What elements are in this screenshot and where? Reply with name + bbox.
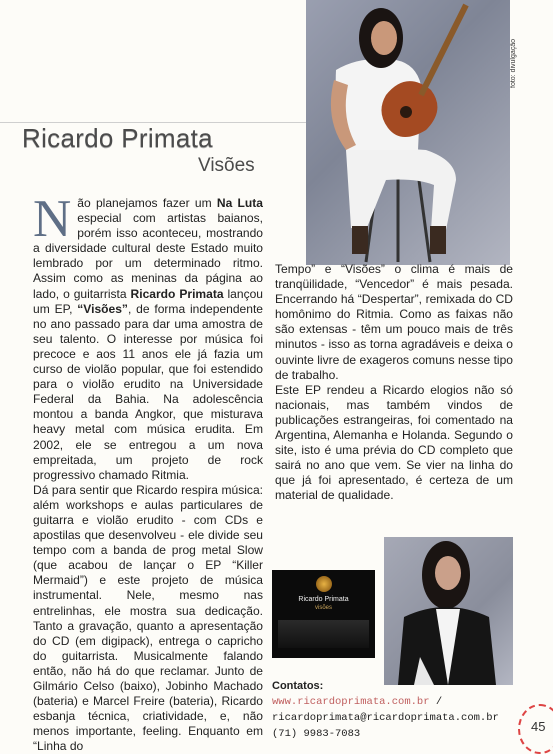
photo-credit: foto: divulgação bbox=[510, 38, 517, 88]
contacts-line-1 bbox=[272, 694, 532, 710]
left-paragraph-1 bbox=[33, 190, 263, 483]
page-number: 45 bbox=[531, 719, 546, 734]
left-paragraph-1-bold: Ricardo Primata bbox=[130, 286, 224, 301]
left-paragraph-2: Dá para sentir que Ricardo respira música: além workshops e aulas particulares de guitarra e violão erudito - com CDs e apostilas que desenvolveu - ele divide seu tempo com a banda de prog metal Slow (que acabou de lançar o EP “Killer Mermaid”) e este projeto de música instrumental. Nele, mesmo nas entrelinhas, ele mostra sua dedicação. Tanto a gravação, quanto a apresentação do CD (em digipack), entrega o capricho do guitarrista. Musicalmente falando então, não há do que reclamar. Junto de Gilmário Celso (baixo), Jobinho Machado (bateria) e Marcel Freire (bateria), Ricardo esbanja técnica, criatividade, e, não menos importante, feeling. Enquanto em “Linha do bbox=[33, 482, 263, 754]
portrait-photo bbox=[384, 537, 513, 685]
dropcap: N bbox=[33, 190, 72, 248]
album-art-band bbox=[278, 620, 369, 648]
album-cover bbox=[272, 570, 375, 658]
album-logo-icon bbox=[316, 576, 332, 592]
phone-number: (71) 9983-7083 bbox=[272, 728, 361, 740]
article-right-column bbox=[275, 262, 513, 504]
left-paragraph-1-bold: Na Luta bbox=[216, 196, 263, 210]
article-title: Ricardo Primata bbox=[22, 123, 213, 153]
contacts-block bbox=[272, 678, 532, 742]
guitarist-illustration bbox=[306, 0, 510, 265]
album-title: visões bbox=[314, 605, 332, 611]
article-left-column bbox=[33, 190, 263, 754]
portrait-illustration bbox=[384, 537, 513, 685]
left-paragraph-1-segment: ão planejamos fazer um bbox=[77, 196, 217, 210]
contacts-label: Contatos: bbox=[272, 680, 324, 692]
right-paragraph-1: Tempo” e “Visões” o clima é mais de tranqüilidade, “Vencedor” é mais pesada. Encerrando há “Despertar”, remixada do CD homônimo do Ritmia. Como as faixas não são extensas - têm um pouco mais de três minutos - isso as torna agradáveis e deixa o ouvinte livre de exageros comuns nesse tipo de trabalho. bbox=[275, 262, 513, 382]
article-subtitle: Visões bbox=[198, 155, 255, 176]
left-paragraph-1-segment: lançou um EP, bbox=[33, 286, 263, 316]
guitarist-photo bbox=[306, 0, 510, 265]
contacts-separator: / bbox=[435, 696, 443, 708]
website-link[interactable]: www.ricardoprimata.com.br bbox=[272, 696, 430, 708]
email-link[interactable]: ricardoprimata@ricardoprimata.com.br bbox=[272, 712, 499, 724]
album-artist: Ricardo Primata bbox=[298, 596, 349, 603]
right-paragraph-2: Este EP rendeu a Ricardo elogios não só nacionais, mas também vindos de publicações estrangeiras, foi comentado na Argentina, Alemanha e Holanda. Segundo o site, isto é uma prévia do CD completo que sairá no ano que vem. Se vier na linha do que já foi apresentado, é certeza de um material de qualidade. bbox=[275, 382, 513, 503]
left-paragraph-1-segment: especial com artistas baianos, porém isso aconteceu, mostrando a diversidade cultural deste Estado muito lembrado por um determinado ritmo. Assim como as meninas da página ao lado, o guitarrista bbox=[33, 211, 263, 301]
left-paragraph-1-bold: “Visões” bbox=[77, 301, 128, 316]
left-paragraph-1-segment: , de forma independente no ano passado para dar uma amostra de seu talento. O interesse por música foi precoce e aos 11 anos ele já fazia um curso de violão popular, que foi estendido para o violão erudito na Universidade Federal da Bahia. Na adolescência montou a banda Angkor, que misturava heavy metal com música erudita. Em 2002, ele se entregou a um nova empreitada, um projeto de rock progressivo chamado Ritmia. bbox=[33, 301, 263, 482]
